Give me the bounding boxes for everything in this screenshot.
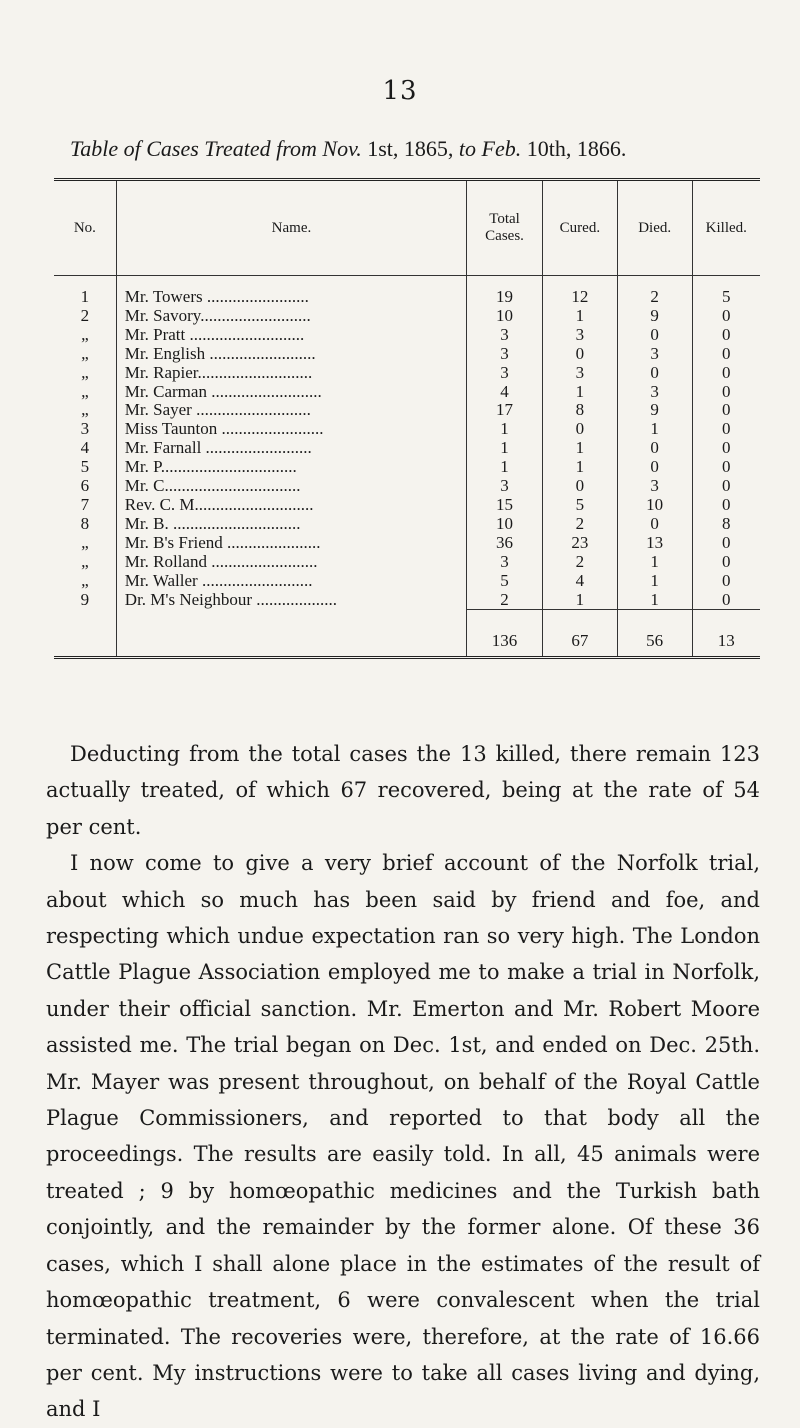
row-killed: 0 [692,534,760,553]
row-number: 3 [80,419,90,439]
row-killed: 0 [692,420,760,439]
row-total-cases: 1 [467,420,543,439]
row-name: Mr. Pratt ........................... [116,326,466,345]
row-total-cases: 1 [467,458,543,477]
row-total-cases: 3 [467,345,543,364]
row-killed: 0 [692,458,760,477]
row-died: 1 [617,591,692,610]
row-name: Mr. Farnall ......................... [116,439,466,458]
row-name: Mr. Carman .......................... [116,383,466,402]
table-caption [70,136,760,162]
total-cured-sum: 67 [542,610,617,658]
table-row [54,383,760,402]
paragraph-norfolk-trial: I now come to give a very brief account of the Norfolk trial, about which so much has been said by friend and foe, and respecting which undue expectation ran so very high. The London Cattle Plague Association employed me to make a trial in Norfolk, under their official sanction. Mr. Emerton and Mr. Robert Moore assisted me. The trial began on Dec. 1st, and ended on Dec. 25th. Mr. Mayer was present throughout, on behalf of the Royal Cattle Plague Commissioners, and reported to that body all the proceedings. The results are easily told. In all, 45 animals were treated ; 9 by homœopathic medicines and the Turkish bath conjointly, and the remainder by the former alone. Of these 36 cases, which I shall alone place in the estimates of the result of homœopathic treatment, 6 were convalescent when the trial terminated. The recoveries were, therefore, at the rate of 16.66 per cent. My instructions were to take all cases living and dying, and I [46,851,760,1422]
row-name: Miss Taunton ........................ [116,420,466,439]
row-cured: 0 [542,345,617,364]
row-cured: 12 [542,276,617,307]
row-total-cases: 15 [467,496,543,515]
row-died: 9 [617,307,692,326]
row-name: Rev. C. M............................ [116,496,466,515]
row-died: 0 [617,439,692,458]
row-name: Mr. C................................ [116,477,466,496]
row-name: Mr. Sayer ........................... [116,401,466,420]
row-number: 8 [80,513,90,533]
row-number: „ [81,400,89,420]
row-killed: 0 [692,591,760,610]
table-row [54,276,760,307]
row-total-cases: 3 [467,477,543,496]
row-killed: 0 [692,345,760,364]
row-total-cases: 19 [467,276,543,307]
header-cured: Cured. [542,180,617,276]
row-total-cases: 3 [467,364,543,383]
row-total-cases: 3 [467,553,543,572]
row-number: 9 [80,589,90,609]
row-died: 1 [617,553,692,572]
row-died: 3 [617,477,692,496]
row-number: „ [81,381,89,401]
table-row [54,534,760,553]
row-total-cases: 2 [467,591,543,610]
row-died: 1 [617,420,692,439]
row-killed: 0 [692,326,760,345]
row-total-cases: 36 [467,534,543,553]
header-name: Name. [116,180,466,276]
row-killed: 0 [692,553,760,572]
row-total-cases: 10 [467,307,543,326]
header-killed: Killed. [692,180,760,276]
totals-no-cell [54,610,116,658]
row-number: 6 [80,476,90,496]
row-cured: 8 [542,401,617,420]
row-name: Mr. Waller .......................... [116,572,466,591]
row-died: 9 [617,401,692,420]
row-cured: 0 [542,477,617,496]
row-name: Mr. Towers ........................ [116,276,466,307]
row-cured: 2 [542,553,617,572]
row-cured: 1 [542,591,617,610]
row-number: „ [81,343,89,363]
table-row [54,515,760,534]
table-row [54,477,760,496]
row-cured: 1 [542,439,617,458]
row-died: 0 [617,326,692,345]
table-row [54,401,760,420]
table-row [54,364,760,383]
row-cured: 2 [542,515,617,534]
caption-prefix: Table of Cases Treated from Nov. [70,136,362,161]
total-died-sum: 56 [617,610,692,658]
table-row [54,326,760,345]
row-name: Mr. English ......................... [116,345,466,364]
caption-date-start: 1st, 1865, [361,136,459,161]
row-killed: 0 [692,496,760,515]
row-died: 2 [617,276,692,307]
row-died: 10 [617,496,692,515]
row-killed: 0 [692,439,760,458]
row-cured: 3 [542,326,617,345]
row-died: 13 [617,534,692,553]
row-total-cases: 5 [467,572,543,591]
table-header-row [54,180,760,276]
table-row [54,345,760,364]
row-died: 0 [617,458,692,477]
row-killed: 8 [692,515,760,534]
row-number: 4 [80,438,90,458]
row-died: 0 [617,364,692,383]
table-row [54,591,760,610]
row-number: 2 [80,305,90,325]
caption-to: to Feb. [458,136,522,161]
totals-row [54,610,760,658]
row-number: 5 [80,457,90,477]
table-row [54,307,760,326]
row-number: 7 [80,494,90,514]
table-row [54,553,760,572]
paragraph-deduction: Deducting from the total cases the 13 killed, there remain 123 actually treated, of which 67 recovered, being at the rate of 54 per cent. [46,742,760,839]
row-name: Mr. Savory.......................... [116,307,466,326]
row-name: Mr. Rolland ......................... [116,553,466,572]
row-killed: 0 [692,364,760,383]
header-no: No. [54,180,116,276]
totals-name-cell [116,610,466,658]
row-name: Mr. P................................ [116,458,466,477]
caption-date-end: 10th, 1866. [521,136,627,161]
row-number: „ [81,324,89,344]
table-row [54,458,760,477]
row-number: „ [81,532,89,552]
header-total: Total Cases. [467,180,543,276]
row-cured: 1 [542,383,617,402]
total-killed-sum: 13 [692,610,760,658]
row-total-cases: 3 [467,326,543,345]
row-total-cases: 17 [467,401,543,420]
row-cured: 4 [542,572,617,591]
header-died: Died. [617,180,692,276]
row-name: Mr. B. .............................. [116,515,466,534]
row-cured: 1 [542,458,617,477]
row-number: „ [81,570,89,590]
table-row [54,496,760,515]
row-cured: 3 [542,364,617,383]
table-row [54,439,760,458]
table-row [54,572,760,591]
row-killed: 0 [692,383,760,402]
page-number: 13 [382,76,418,106]
row-died: 3 [617,383,692,402]
row-died: 1 [617,572,692,591]
row-cured: 1 [542,307,617,326]
row-total-cases: 10 [467,515,543,534]
row-number: „ [81,551,89,571]
table-row [54,420,760,439]
row-died: 0 [617,515,692,534]
row-total-cases: 1 [467,439,543,458]
row-died: 3 [617,345,692,364]
row-name: Mr. Rapier........................... [116,364,466,383]
row-cured: 5 [542,496,617,515]
row-killed: 0 [692,307,760,326]
cases-table [54,178,760,659]
row-name: Mr. B's Friend ...................... [116,534,466,553]
row-killed: 5 [692,276,760,307]
table-body [54,276,760,610]
row-killed: 0 [692,572,760,591]
row-killed: 0 [692,477,760,496]
row-number: 1 [80,287,90,306]
body-text [46,736,760,1428]
row-total-cases: 4 [467,383,543,402]
row-cured: 0 [542,420,617,439]
row-number: „ [81,362,89,382]
total-cases-sum: 136 [467,610,543,658]
row-cured: 23 [542,534,617,553]
row-name: Dr. M's Neighbour ................... [116,591,466,610]
row-killed: 0 [692,401,760,420]
